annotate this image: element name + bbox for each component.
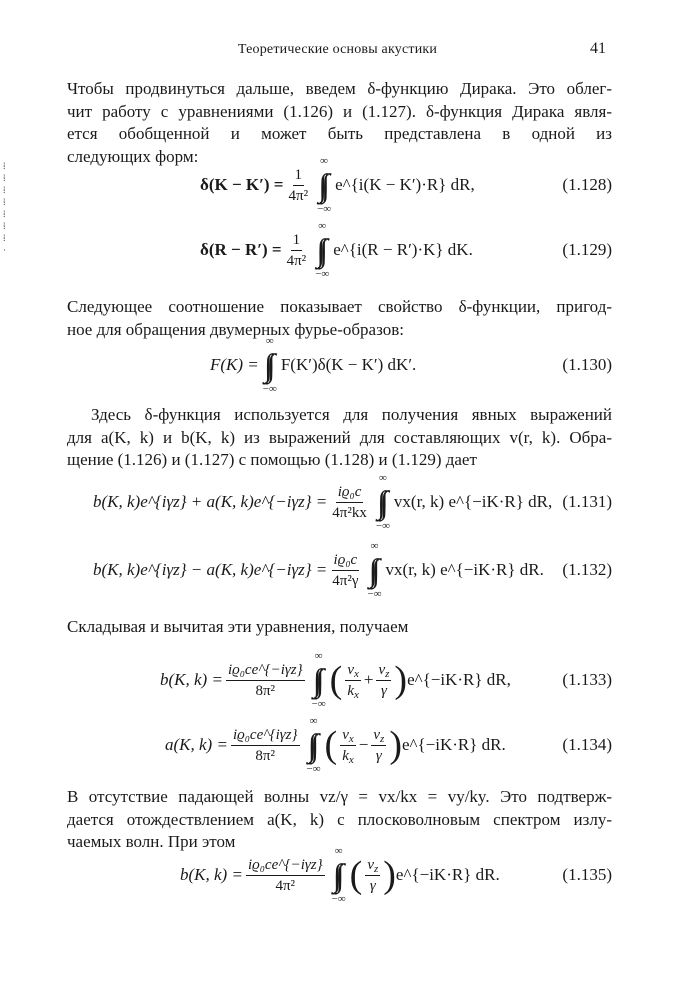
fraction <box>246 856 325 895</box>
exponential: e^{−iK·R} dR. <box>401 735 506 754</box>
denominator: 4π² <box>286 252 307 269</box>
denominator: 4π² <box>288 187 309 204</box>
margin-marks: ⁞ ⁞ ⁞ ⁞ ⁞ ⁞ ⁞ · <box>3 161 6 255</box>
lower-limit: −∞ <box>311 698 326 710</box>
text-line: для a(K, k) и b(K, k) из выражений для составляющих v(r, k). Обра- <box>67 427 612 447</box>
text-line: чаемых волн. При этом <box>67 832 236 851</box>
numerator: 1 <box>291 231 303 251</box>
text-line: Следующее соотношение показывает свойство δ-функции, пригод- <box>67 297 612 316</box>
double-integral: ∞ ∫∫ −∞ <box>375 472 390 532</box>
equation-number: (1.128) <box>562 175 612 194</box>
integrand: vx(r, k) e^{−iK·R} dR, <box>393 492 553 511</box>
denominator: 4π²kx <box>332 504 367 521</box>
numerator: iϱ₀ce^{−iγz} <box>226 661 305 681</box>
double-integral: ∞ ∫∫ −∞ <box>306 715 321 775</box>
numerator: iϱ₀c <box>336 483 364 503</box>
equation-number: (1.134) <box>562 735 612 754</box>
lower-limit: −∞ <box>306 763 321 775</box>
double-integral: ∞ ∫∫ −∞ <box>311 650 326 710</box>
eq-lhs: F(K) = <box>210 355 259 374</box>
upper-limit: ∞ <box>318 220 327 232</box>
equation-1-132 <box>0 530 675 610</box>
denominator: 4π² <box>275 877 296 894</box>
upper-limit: ∞ <box>370 540 379 552</box>
equation-number: (1.129) <box>562 240 612 259</box>
double-integral: ∞ ∫∫ −∞ <box>317 155 332 215</box>
upper-limit: ∞ <box>265 335 274 347</box>
double-integral: ∞ ∫∫ −∞ <box>315 220 330 280</box>
eq-lhs: δ(K − K′) = <box>200 175 284 194</box>
lower-limit: −∞ <box>375 520 390 532</box>
text-line: В отсутствие падающей волны vz/γ = vx/kx = vy/ky. Это подтверж- <box>67 787 612 806</box>
page-number: 41 <box>590 40 606 57</box>
equation-number: (1.135) <box>562 865 612 884</box>
lower-limit: −∞ <box>315 268 330 280</box>
text-line: Складывая и вычитая эти уравнения, получаем <box>67 617 409 636</box>
fraction <box>226 661 305 700</box>
fraction <box>231 726 300 765</box>
equation-number: (1.131) <box>562 492 612 511</box>
upper-limit: ∞ <box>314 650 323 662</box>
lower-limit: −∞ <box>367 588 382 600</box>
operator: + <box>363 670 374 689</box>
lower-limit: −∞ <box>317 203 332 215</box>
integrand: e^{i(K − K′)·R} dR, <box>335 175 475 194</box>
double-integral: ∞ ∫∫ −∞ <box>331 845 346 905</box>
text-line: чит работу с уравнениями (1.126) и (1.127). δ-функция Дирака явля- <box>67 101 612 121</box>
parenthesized-ratio: ( $\frac{v_z}{\gamma}$ ) <box>349 854 396 896</box>
equation-1-135 <box>0 835 675 915</box>
denominator: 8π² <box>255 747 275 764</box>
numerator: iϱ₀ce^{iγz} <box>231 726 300 746</box>
fraction <box>285 231 309 270</box>
denominator: 8π² <box>255 682 276 699</box>
parenthesized-difference: ( $\frac{v_x}{k_x}$ − $\frac{v_z}{\gamma}$ ) <box>324 724 402 766</box>
exponential: e^{−iK·R} dR. <box>395 865 500 884</box>
paragraph-4 <box>67 616 612 639</box>
lower-limit: −∞ <box>262 383 277 395</box>
double-integral: ∞ ∫∫ −∞ <box>262 335 277 395</box>
equation-number: (1.132) <box>562 560 612 579</box>
denominator: 4π²γ <box>332 572 359 589</box>
text-line: Здесь δ-функция используется для получения явных выражений <box>91 405 612 424</box>
exponential: e^{−iK·R} dR, <box>407 670 511 689</box>
equation-1-134 <box>0 705 675 785</box>
lower-limit: −∞ <box>331 893 346 905</box>
text-line: дается отождествлением a(K, k) с плосковолновым спектром излу- <box>67 809 612 829</box>
eq-lhs: b(K, k) = <box>160 670 223 689</box>
integrand: F(K′)δ(K − K′) dK′. <box>280 355 417 374</box>
upper-limit: ∞ <box>334 845 343 857</box>
fraction <box>330 483 369 522</box>
text-line: Чтобы продвинуться дальше, введем δ-функцию Дирака. Это облег- <box>67 79 612 98</box>
running-header: Теоретические основы акустики <box>237 42 438 57</box>
parenthesized-sum: ( $\frac{v_x}{k_x}$ + $\frac{v_z}{\gamma}$ ) <box>329 659 408 701</box>
equation-1-130 <box>0 325 675 405</box>
equation-1-129 <box>0 210 675 290</box>
text-line: ется обобщенной и может быть представлена в одной из <box>67 124 612 143</box>
numerator: 1 <box>293 166 305 186</box>
equation-number: (1.130) <box>562 355 612 374</box>
equation-number: (1.133) <box>562 670 612 689</box>
eq-lhs: a(K, k) = <box>165 735 228 754</box>
numerator: iϱ₀c <box>332 551 360 571</box>
integrand: vx(r, k) e^{−iK·R} dR. <box>385 560 544 579</box>
numerator: iϱ₀ce^{−iγz} <box>246 856 325 876</box>
integrand: e^{i(R − R′)·K} dK. <box>333 240 473 259</box>
eq-lhs: b(K, k) = <box>180 865 243 884</box>
text-line: ное для обращения двумерных фурье-образов: <box>67 319 404 339</box>
text-line: следующих форм: <box>67 146 199 166</box>
eq-lhs: b(K, k)e^{iγz} − a(K, k)e^{−iγz} = <box>93 560 328 579</box>
double-integral: ∞ ∫∫ −∞ <box>367 540 382 600</box>
upper-limit: ∞ <box>378 472 387 484</box>
fraction <box>287 166 311 205</box>
upper-limit: ∞ <box>309 715 318 727</box>
text-line: щение (1.126) и (1.127) с помощью (1.128) и (1.129) дает <box>67 450 477 469</box>
upper-limit: ∞ <box>320 155 329 167</box>
eq-lhs: b(K, k)e^{iγz} + a(K, k)e^{−iγz} = <box>93 492 328 511</box>
fraction <box>330 551 360 590</box>
operator: − <box>358 735 369 754</box>
eq-lhs: δ(R − R′) = <box>200 240 282 259</box>
